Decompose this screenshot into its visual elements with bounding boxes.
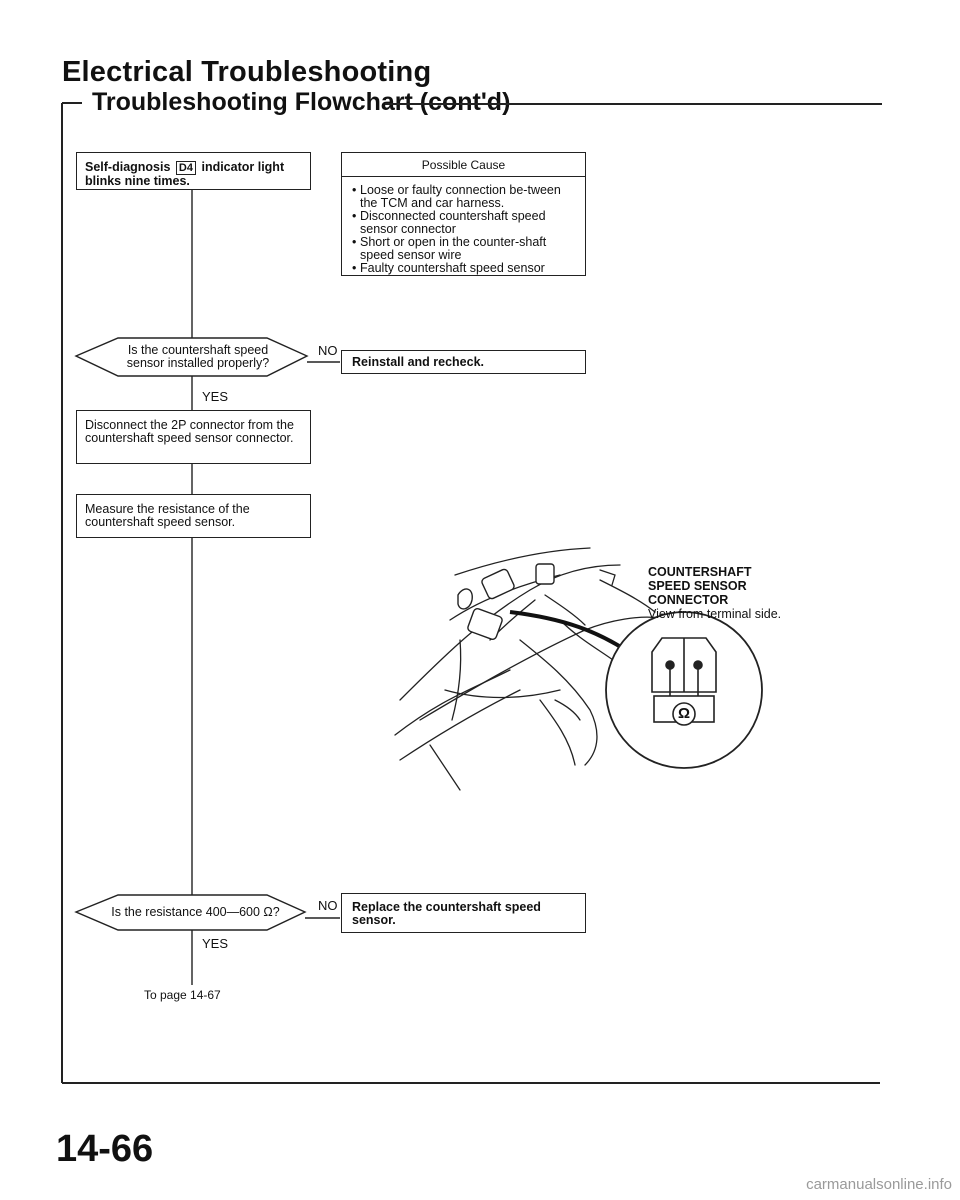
replace-text: Replace the countershaft speed sensor. bbox=[352, 900, 541, 927]
possible-cause-divider bbox=[342, 176, 585, 177]
reinstall-box bbox=[341, 350, 586, 374]
ohm-icon: Ω bbox=[677, 705, 691, 722]
decision-2-yes-label: YES bbox=[202, 936, 229, 951]
watermark: carmanualsonline.info bbox=[806, 1176, 952, 1193]
possible-cause-list bbox=[352, 184, 574, 275]
connector-label-line-2: SPEED SENSOR bbox=[648, 579, 747, 593]
page-number: 14-66 bbox=[56, 1128, 154, 1170]
decision-2-question: Is the resistance 400—600 Ω? bbox=[111, 905, 280, 919]
replace-box bbox=[341, 893, 586, 933]
start-condition-box bbox=[76, 152, 311, 190]
possible-cause-box bbox=[341, 152, 586, 276]
reinstall-text: Reinstall and recheck. bbox=[352, 355, 485, 369]
cause-item: • Disconnected countershaft speed sensor connector bbox=[352, 210, 574, 236]
decision-1-no-label: NO bbox=[318, 343, 338, 358]
connector-label-line-1: COUNTERSHAFT bbox=[648, 565, 752, 579]
to-page-note: To page 14-67 bbox=[144, 988, 221, 1002]
decision-2-no-label: NO bbox=[318, 898, 338, 913]
section-subtitle: Troubleshooting Flowchart (cont'd) bbox=[92, 88, 511, 116]
connector-view-note: View from terminal side. bbox=[648, 607, 782, 621]
d4-indicator-icon: D4 bbox=[176, 161, 196, 175]
cause-item: • Faulty countershaft speed sensor bbox=[352, 262, 574, 275]
page-title: Electrical Troubleshooting bbox=[62, 56, 432, 88]
disconnect-step-text: Disconnect the 2P connector from the countershaft speed sensor connector. bbox=[85, 418, 294, 445]
possible-cause-heading: Possible Cause bbox=[421, 158, 506, 172]
start-suffix: indicator light blinks nine times. bbox=[85, 160, 285, 188]
measure-step-box bbox=[76, 494, 311, 538]
start-prefix: Self-diagnosis bbox=[85, 160, 171, 174]
decision-1-question: Is the countershaft speed sensor installed properly? bbox=[126, 343, 270, 370]
connector-drawing bbox=[458, 564, 554, 640]
disconnect-step-box bbox=[76, 410, 311, 464]
cause-item: • Loose or faulty connection be-tween the TCM and car harness. bbox=[352, 184, 574, 210]
cause-item: • Short or open in the counter-shaft speed sensor wire bbox=[352, 236, 574, 262]
connector-label-line-3: CONNECTOR bbox=[648, 593, 729, 607]
decision-1-yes-label: YES bbox=[202, 389, 229, 404]
measure-step-text: Measure the resistance of the countershaft speed sensor. bbox=[85, 502, 250, 529]
